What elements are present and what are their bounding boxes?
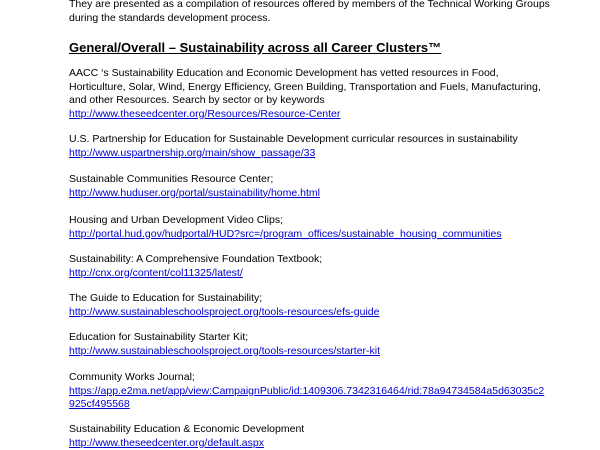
resource-link[interactable]: http://cnx.org/content/col11325/latest/: [69, 266, 243, 279]
resource-link[interactable]: http://www.huduser.org/portal/sustainability/home.html: [69, 186, 320, 199]
resource-link[interactable]: http://www.sustainableschoolsproject.org/tools-resources/starter-kit: [69, 344, 381, 357]
resource-description: Community Works Journal;: [69, 371, 195, 383]
resource-entry-seed-default: [69, 423, 304, 450]
resource-link[interactable]: https://app.e2ma.net/app/view:CampaignPublic/id:1409306.7342316464/rid:78a94734584a5d63035c2925cf495568: [69, 384, 545, 410]
section-heading: General/Overall – Sustainability across all Career Clusters™: [69, 40, 442, 55]
resource-link[interactable]: http://www.theseedcenter.org/Resources/Resource-Center: [69, 107, 341, 120]
resource-entry-textbook: [69, 253, 322, 280]
resource-entry-sustainable-communities: [69, 173, 320, 200]
resource-entry-efs-guide: [69, 292, 380, 319]
resource-entry-starter-kit: [69, 331, 380, 358]
resource-description: The Guide to Education for Sustainability;: [69, 292, 263, 304]
resource-description: Education for Sustainability Starter Kit;: [69, 331, 249, 343]
resource-description: Sustainable Communities Resource Center;: [69, 173, 274, 185]
resource-description: Sustainability Education & Economic Development: [69, 423, 305, 435]
resource-link[interactable]: http://www.sustainableschoolsproject.org/tools-resources/efs-guide: [69, 305, 380, 318]
resource-description: AACC ‘s Sustainability Education and Economic Development has vetted resources in Food, Horticulture, Solar, Wind, Energy Efficiency, Green Building, Transportation and Fuels, Manufacturing, and other Resources. Search by sector or by keywords: [69, 67, 541, 106]
resource-entry-community-works: [69, 371, 549, 412]
resource-description: Housing and Urban Development Video Clips;: [69, 214, 284, 226]
intro-paragraph: They are presented as a compilation of resources offered by members of the Technical Working Groups during the standards development process.: [69, 0, 550, 24]
resource-link[interactable]: http://portal.hud.gov/hudportal/HUD?src=/program_offices/sustainable_housing_communities: [69, 227, 502, 240]
resource-description: U.S. Partnership for Education for Sustainable Development curricular resources in sustainability: [69, 133, 518, 145]
resource-entry-hud-video-clips: [69, 214, 502, 241]
resource-entry-seed-center: [69, 67, 549, 121]
resource-description: Sustainability: A Comprehensive Foundation Textbook;: [69, 253, 323, 265]
resource-link[interactable]: http://www.uspartnership.org/main/show_passage/33: [69, 146, 316, 159]
resource-entry-us-partnership: [69, 133, 518, 160]
resource-link[interactable]: http://www.theseedcenter.org/default.aspx: [69, 436, 264, 449]
